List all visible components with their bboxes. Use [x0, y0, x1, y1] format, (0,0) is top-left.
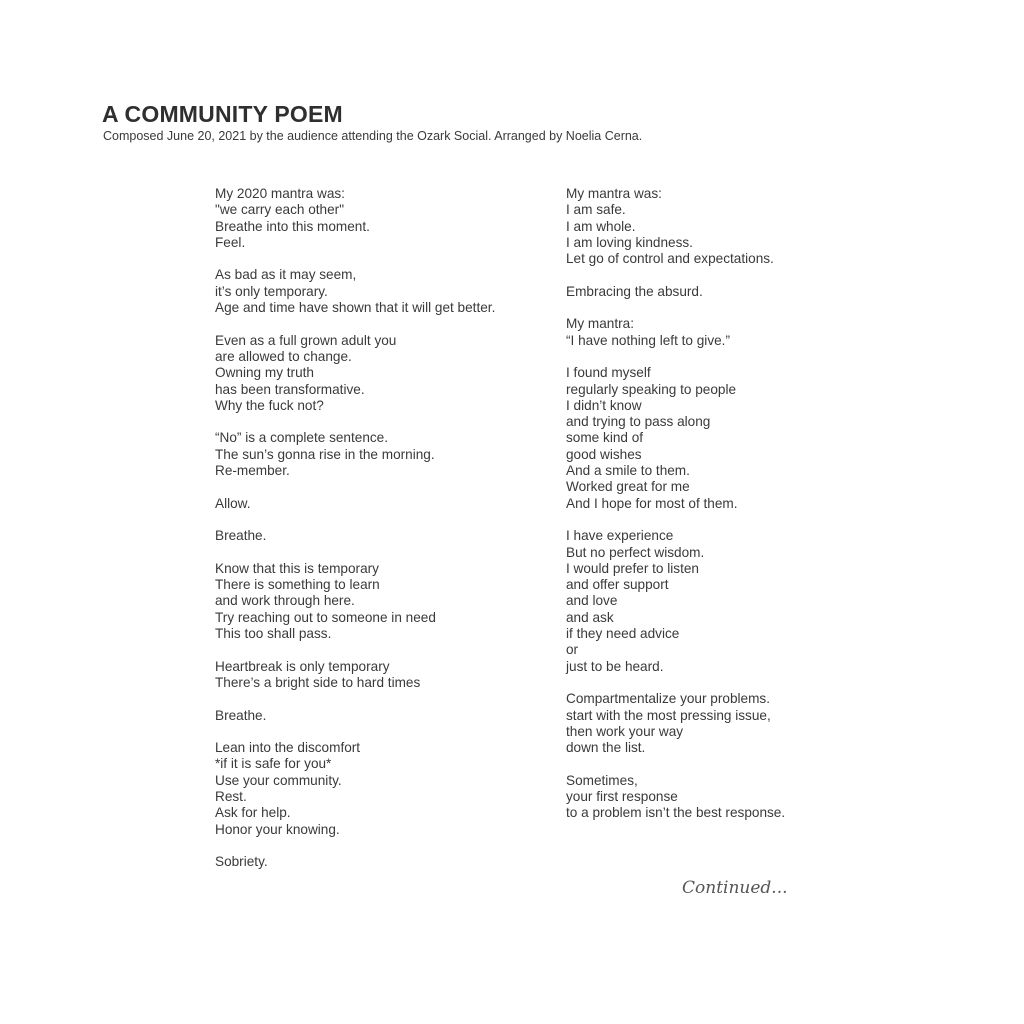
- poem-stanza: [215, 430, 545, 479]
- poem-stanza: [215, 186, 545, 251]
- poem-line: Rest.: [215, 788, 247, 804]
- poem-stanza: [215, 267, 545, 316]
- poem-stanza: [215, 561, 545, 642]
- poem-line: it’s only temporary.: [215, 283, 328, 299]
- continued-label: Continued...: [682, 878, 788, 898]
- poem-line: I have experience: [566, 528, 674, 544]
- poem-line: As bad as it may seem,: [215, 267, 357, 283]
- poem-line: Honor your knowing.: [215, 821, 340, 837]
- poem-line: Owning my truth: [215, 365, 314, 381]
- poem-line: and work through here.: [215, 593, 355, 609]
- poem-line: down the list.: [566, 740, 646, 756]
- poem-line: Breathe.: [215, 707, 267, 723]
- poem-line: Lean into the discomfort: [215, 740, 361, 756]
- poem-stanza: [215, 740, 545, 838]
- poem-stanza: [215, 659, 545, 692]
- poem-left-column: [215, 186, 545, 887]
- page-subtitle: Composed June 20, 2021 by the audience attending the Ozark Social. Arranged by Noelia Cerna.: [103, 129, 643, 143]
- poem-line: Why the fuck not?: [215, 397, 324, 413]
- poem-line: Compartmentalize your problems.: [566, 691, 770, 707]
- poem-line: or: [566, 642, 579, 658]
- poem-stanza: [215, 854, 545, 870]
- poem-line: Feel.: [215, 234, 246, 250]
- poem-line: I am loving kindness.: [566, 234, 693, 250]
- poem-line: regularly speaking to people: [566, 381, 737, 397]
- poem-line: Let go of control and expectations.: [566, 251, 774, 267]
- poem-line: Re-member.: [215, 463, 290, 479]
- poem-line: There is something to learn: [215, 577, 380, 593]
- poem-stanza: [215, 496, 545, 512]
- poem-line: and trying to pass along: [566, 414, 711, 430]
- poem-line: and offer support: [566, 577, 669, 593]
- poem-line: Use your community.: [215, 772, 342, 788]
- poem-line: I am whole.: [566, 218, 636, 234]
- poem-line: And a smile to them.: [566, 463, 690, 479]
- poem-line: and love: [566, 593, 618, 609]
- poem-line: There’s a bright side to hard times: [215, 674, 421, 690]
- poem-line: Sobriety.: [215, 854, 268, 870]
- poem-line: to a problem isn’t the best response.: [566, 805, 786, 821]
- poem-line: Know that this is temporary: [215, 560, 379, 576]
- poem-line: I didn’t know: [566, 397, 642, 413]
- poem-right-column: [566, 186, 866, 838]
- poem-line: then work your way: [566, 723, 684, 739]
- poem-line: good wishes: [566, 446, 642, 462]
- poem-line: Sometimes,: [566, 772, 638, 788]
- poem-stanza: [215, 528, 545, 544]
- poem-stanza: [566, 316, 866, 349]
- poem-stanza: [215, 333, 545, 414]
- poem-line: Heartbreak is only temporary: [215, 658, 390, 674]
- poem-line: are allowed to change.: [215, 348, 352, 364]
- poem-line: start with the most pressing issue,: [566, 707, 771, 723]
- poem-line: But no perfect wisdom.: [566, 544, 705, 560]
- poem-line: and ask: [566, 609, 614, 625]
- poem-line: I would prefer to listen: [566, 560, 699, 576]
- poem-line: your first response: [566, 788, 678, 804]
- poem-line: Breathe.: [215, 528, 267, 544]
- poem-line: Allow.: [215, 495, 251, 511]
- poem-line: Try reaching out to someone in need: [215, 609, 436, 625]
- poem-line: My mantra:: [566, 316, 634, 332]
- poem-line: The sun’s gonna rise in the morning.: [215, 446, 435, 462]
- poem-line: My mantra was:: [566, 186, 662, 201]
- poem-line: just to be heard.: [566, 658, 664, 674]
- poem-stanza: [215, 708, 545, 724]
- poem-line: This too shall pass.: [215, 626, 332, 642]
- poem-line: Ask for help.: [215, 805, 291, 821]
- page-title: A COMMUNITY POEM: [102, 101, 343, 127]
- poem-stanza: [566, 773, 866, 822]
- poem-line: My 2020 mantra was:: [215, 186, 345, 201]
- poem-stanza: [566, 528, 866, 675]
- poem-line: Worked great for me: [566, 479, 690, 495]
- poem-line: I am safe.: [566, 202, 626, 218]
- poem-line: if they need advice: [566, 626, 680, 642]
- poem-line: *if it is safe for you*: [215, 756, 332, 772]
- poem-line: some kind of: [566, 430, 644, 446]
- poem-line: Age and time have shown that it will get better.: [215, 300, 496, 316]
- poem-line: Embracing the absurd.: [566, 283, 703, 299]
- poem-stanza: [566, 691, 866, 756]
- poem-line: I found myself: [566, 365, 651, 381]
- poem-line: "we carry each other": [215, 202, 345, 218]
- poem-stanza: [566, 365, 866, 512]
- poem-line: “I have nothing left to give.”: [566, 332, 730, 348]
- poem-line: Breathe into this moment.: [215, 218, 370, 234]
- poem-line: has been transformative.: [215, 381, 365, 397]
- poem-stanza: [566, 284, 866, 300]
- poem-line: Even as a full grown adult you: [215, 332, 397, 348]
- poem-line: And I hope for most of them.: [566, 495, 738, 511]
- poem-stanza: [566, 186, 866, 267]
- poem-line: “No” is a complete sentence.: [215, 430, 389, 446]
